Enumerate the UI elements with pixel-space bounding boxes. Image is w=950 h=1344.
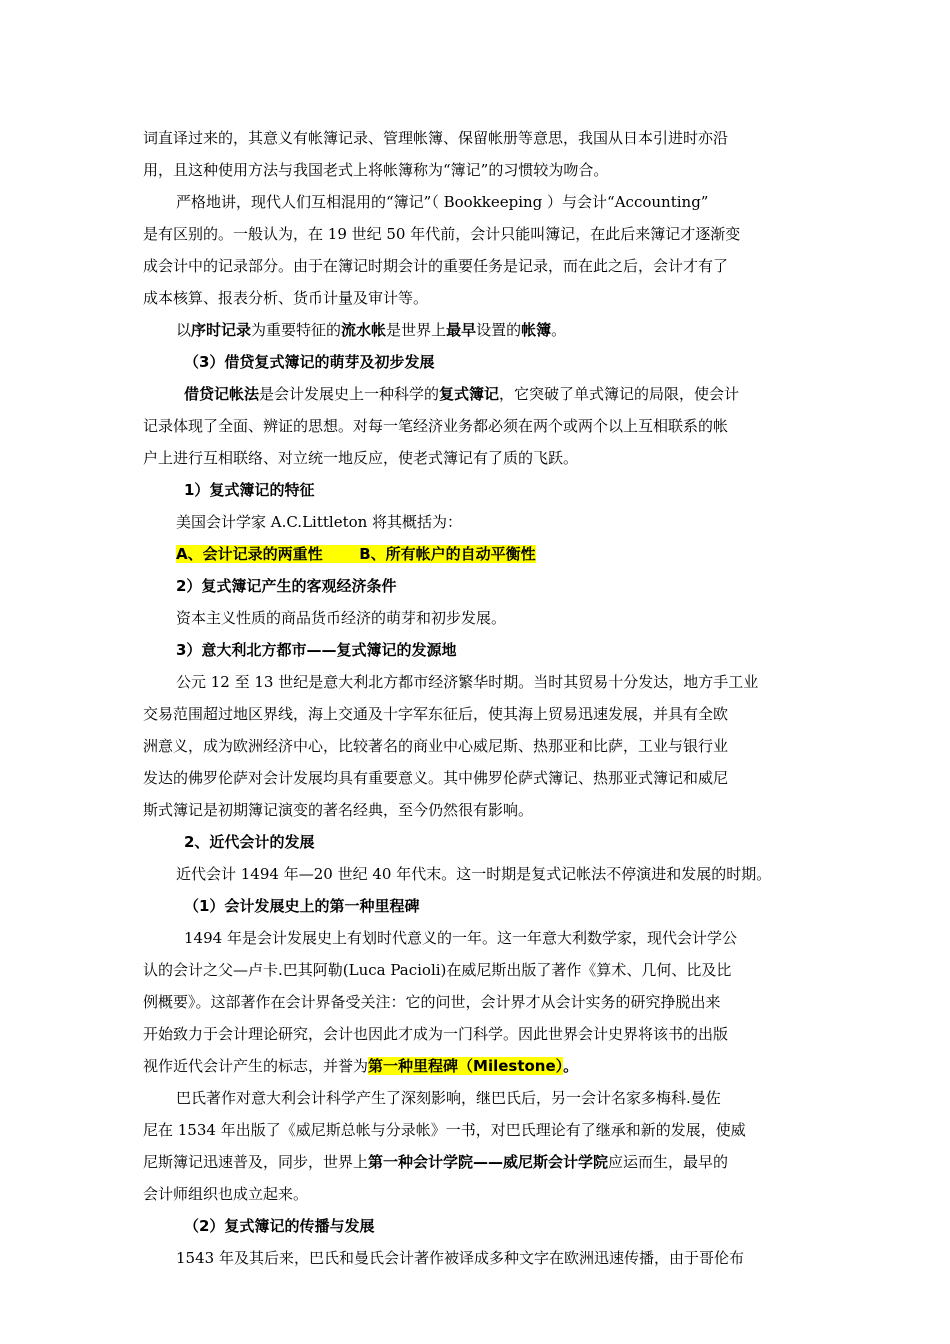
highlight-b: B、所有帐户的自动平衡性 — [359, 545, 536, 563]
text-run: 尼斯簿记迅速普及，同步，世界上 — [143, 1153, 369, 1171]
text-run: 应运而生，最早的 — [608, 1153, 729, 1171]
paragraph-line: 洲意义，成为欧洲经济中心，比较著名的商业中心威尼斯、热那亚和比萨，工业与银行业 — [143, 737, 729, 755]
bold-text: 借贷记帐法 — [184, 385, 260, 403]
section-heading: 2、近代会计的发展 — [184, 833, 315, 851]
paragraph-line — [184, 384, 739, 406]
paragraph-line: 是有区别的。一般认为，在 19 世纪 50 年代前，会计只能叫簿记，在此后来簿记才逐渐变 — [143, 225, 741, 243]
paragraph-line: 巴氏著作对意大利会计科学产生了深刻影响，继巴氏后，另一会计名家多梅科.曼佐 — [176, 1089, 721, 1107]
section-heading: （3）借贷复式簿记的萌芽及初步发展 — [184, 353, 435, 371]
text-run: 。 — [563, 1057, 579, 1075]
text-run: ，它突破了单式簿记的局限，使会计 — [499, 385, 740, 403]
paragraph-line: 记录体现了全面、辨证的思想。对每一笔经济业务都必须在两个或两个以上互相联系的帐 — [143, 417, 729, 435]
text-run: 视作近代会计产生的标志，并誉为 — [143, 1057, 369, 1075]
paragraph-line: 斯式簿记是初期簿记演变的著名经典，至今仍然很有影响。 — [143, 801, 534, 819]
subsection-heading: 3）意大利北方都市——复式簿记的发源地 — [176, 641, 457, 659]
paragraph-line: 成会计中的记录部分。由于在簿记时期会计的重要任务是记录，而在此之后，会计才有了 — [143, 257, 729, 275]
paragraph-line: 开始致力于会计理论研究，会计也因此才成为一门科学。因此世界会计史界将该书的出版 — [143, 1025, 729, 1043]
subsection-heading: （2）复式簿记的传播与发展 — [184, 1217, 375, 1235]
paragraph-line: 发达的佛罗伦萨对会计发展均具有重要意义。其中佛罗伦萨式簿记、热那亚式簿记和威尼 — [143, 769, 729, 787]
bold-text: 第一种会计学院——威尼斯会计学院 — [368, 1153, 609, 1171]
bold-text: 序时记录 — [191, 321, 252, 339]
bold-text: 帐簿 — [521, 321, 552, 339]
paragraph-line — [143, 1152, 728, 1174]
paragraph-line: 1543 年及其后来，巴氏和曼氏会计著作被译成多种文字在欧洲迅速传播，由于哥伦布 — [176, 1249, 744, 1267]
text-run: 是世界上 — [386, 321, 447, 339]
text-run: 是会计发展史上一种科学的 — [259, 385, 440, 403]
highlighted-line — [176, 544, 536, 566]
paragraph-line: 成本核算、报表分析、货币计量及审计等。 — [143, 289, 429, 307]
subsection-heading: （1）会计发展史上的第一种里程碑 — [184, 897, 420, 915]
paragraph-line: 词直译过来的，其意义有帐簿记录、管理帐簿、保留帐册等意思，我国从日本引进时亦沿 — [143, 129, 729, 147]
text-run: 设置的 — [476, 321, 522, 339]
paragraph-line: 例概要》。这部著作在会计界备受关注：它的问世，会计界才从会计实务的研究挣脱出来 — [143, 993, 721, 1011]
paragraph-line: 资本主义性质的商品货币经济的萌芽和初步发展。 — [176, 609, 507, 627]
paragraph-line: 公元 12 至 13 世纪是意大利北方都市经济繁华时期。当时其贸易十分发达，地方手工业 — [176, 673, 759, 691]
text-run: 为重要特征的 — [251, 321, 342, 339]
subsection-heading: 1）复式簿记的特征 — [184, 481, 315, 499]
paragraph-line: 会计师组织也成立起来。 — [143, 1185, 309, 1203]
paragraph-line: 户上进行互相联络、对立统一地反应，使老式簿记有了质的飞跃。 — [143, 449, 579, 467]
bold-text: 最早 — [446, 321, 477, 339]
paragraph-line — [176, 320, 566, 342]
paragraph-line: 美国会计学家 A.C.Littleton 将其概括为： — [176, 513, 463, 531]
text-run: 。 — [551, 321, 567, 339]
highlight-a: A、会计记录的两重性 — [176, 545, 323, 563]
text-run: 以 — [176, 321, 192, 339]
bold-text: 流水帐 — [341, 321, 387, 339]
highlight-milestone: 第一种里程碑（Milestone） — [368, 1057, 564, 1075]
paragraph-line: 严格地讲，现代人们互相混用的“簿记”（ Bookkeeping ）与会计“Accounting” — [176, 193, 709, 211]
paragraph-line: 1494 年是会计发展史上有划时代意义的一年。这一年意大利数学家，现代会计学公 — [184, 929, 737, 947]
highlight-gap — [323, 545, 360, 563]
paragraph-line — [143, 1056, 578, 1078]
bold-text: 复式簿记 — [439, 385, 500, 403]
paragraph-line: 认的会计之父—卢卡.巴其阿勒(Luca Pacioli)在威尼斯出版了著作《算术、几何、比及比 — [143, 961, 732, 979]
paragraph-line: 用，且这种使用方法与我国老式上将帐簿称为“簿记”的习惯较为吻合。 — [143, 161, 609, 179]
paragraph-line: 尼在 1534 年出版了《威尼斯总帐与分录帐》一书，对巴氏理论有了继承和新的发展，使威 — [143, 1121, 746, 1139]
paragraph-line: 近代会计 1494 年—20 世纪 40 年代末。这一时期是复式记帐法不停演进和发展的时期。 — [176, 865, 772, 883]
subsection-heading: 2）复式簿记产生的客观经济条件 — [176, 577, 397, 595]
paragraph-line: 交易范围超过地区界线，海上交通及十字军东征后，使其海上贸易迅速发展，并具有全欧 — [143, 705, 729, 723]
